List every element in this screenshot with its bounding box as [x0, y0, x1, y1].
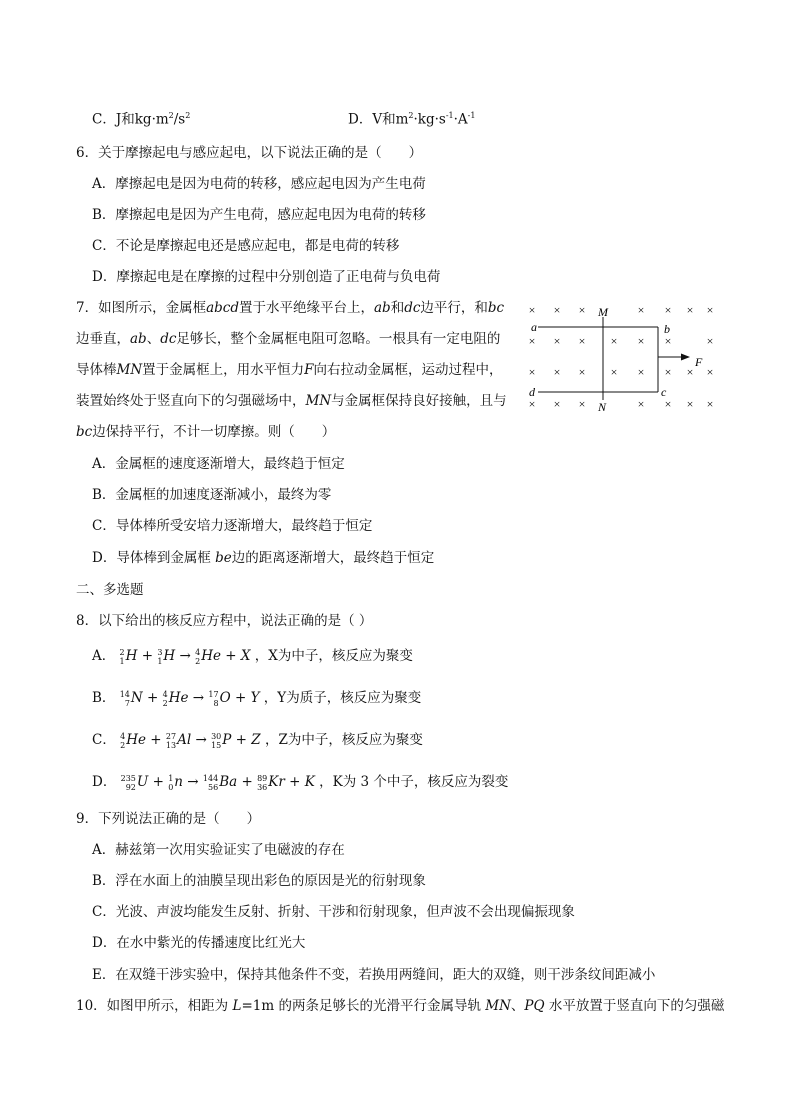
q9-option-d: D．在水中紫光的传播速度比红光大: [92, 935, 306, 951]
field-cross-mark: ×: [578, 397, 586, 411]
field-cross-mark: ×: [664, 303, 672, 317]
section-title-multiple-choice: 二、多选题: [76, 582, 144, 598]
label-b: b: [664, 322, 670, 336]
q6-stem: 6．关于摩擦起电与感应起电，以下说法正确的是（ ）: [76, 145, 423, 161]
label-d: d: [529, 385, 535, 399]
q5-option-c: C．J和$kg\cdot m^2/s^2$: [92, 111, 191, 128]
field-cross-mark: ×: [528, 397, 536, 411]
field-cross-mark: ×: [553, 397, 561, 411]
field-cross-mark: ×: [610, 365, 618, 379]
q8-option-a: A． 2 1 H + 3 1 H → 4 2 He + X ，X为中子，核反应为聚变: [92, 647, 413, 666]
label-F: F: [695, 355, 703, 369]
q7-option-a: A．金属框的速度逐渐增大，最终趋于恒定: [92, 456, 345, 472]
q10-stem: 10．如图甲所示，相距为 L=1m 的两条足够长的光滑平行金属导轨 MN、PQ 水平放置于竖直向下的匀强磁: [76, 998, 725, 1014]
q7-stem-line5: bc边保持平行，不计一切摩擦。则（ ）: [76, 424, 336, 440]
field-cross-mark: ×: [686, 303, 694, 317]
q7-option-d: D．导体棒到金属框 be边的距离逐渐增大，最终趋于恒定: [92, 550, 435, 566]
field-cross-mark: ×: [528, 365, 536, 379]
field-cross-mark: ×: [706, 365, 714, 379]
field-cross-mark: ×: [578, 303, 586, 317]
field-cross-mark: ×: [578, 334, 586, 348]
field-cross-mark: ×: [578, 365, 586, 379]
label-M: M: [598, 305, 608, 319]
q7-option-b: B．金属框的加速度逐渐减小，最终为零: [92, 487, 332, 503]
q6-option-a: A．摩擦起电是因为电荷的转移，感应起电因为产生电荷: [92, 176, 426, 192]
q7-option-c: C．导体棒所受安培力逐渐增大，最终趋于恒定: [92, 518, 373, 534]
q7-stem-line3: 导体棒MN置于金属框上，用水平恒力F向右拉动金属框，运动过程中，: [76, 362, 503, 378]
field-cross-mark: ×: [637, 303, 645, 317]
q5-option-d: D．V和$m^2\cdot kg\cdot s^{-1}\cdot A^{-1}$: [348, 111, 476, 128]
q6-option-c: C．不论是摩擦起电还是感应起电，都是电荷的转移: [92, 238, 400, 254]
field-cross-mark: ×: [706, 397, 714, 411]
field-cross-mark: ×: [610, 334, 618, 348]
field-cross-mark: ×: [637, 365, 645, 379]
field-cross-mark: ×: [664, 397, 672, 411]
field-cross-mark: ×: [637, 397, 645, 411]
field-cross-mark: ×: [528, 303, 536, 317]
field-cross-mark: ×: [686, 365, 694, 379]
q7-stem-line1: 7．如图所示，金属框abcd置于水平绝缘平台上，ab和dc边平行，和bc: [76, 300, 505, 316]
field-cross-mark: ×: [553, 334, 561, 348]
q9-stem: 9．下列说法正确的是（ ）: [76, 811, 261, 827]
q8-option-c: C． 4 2 He + 27 13 Al → 30 15 P + Z ，Z为中子，核反应为聚变: [92, 731, 423, 750]
q9-option-e: E．在双缝干涉实验中，保持其他条件不变，若换用两缝间，距大的双缝，则干涉条纹间距减小: [92, 967, 656, 983]
field-cross-mark: ×: [528, 334, 536, 348]
label-N: N: [598, 400, 607, 414]
q8-option-b: B． 14 7 N + 4 2 He → 17 8 O + Y ，Y为质子，核反应为聚变: [92, 689, 422, 708]
field-cross-mark: ×: [706, 303, 714, 317]
field-cross-mark: ×: [686, 397, 694, 411]
q9-option-b: B．浮在水面上的油膜呈现出彩色的原因是光的衍射现象: [92, 873, 426, 889]
force-arrow-head-icon: [681, 354, 690, 361]
field-cross-mark: ×: [706, 334, 714, 348]
field-cross-mark: ×: [553, 365, 561, 379]
q7-stem-line4: 装置始终处于竖直向下的匀强磁场中，MN与金属框保持良好接触，且与: [76, 393, 507, 409]
q9-option-a: A．赫兹第一次用实验证实了电磁波的存在: [92, 842, 345, 858]
field-cross-mark: ×: [664, 334, 672, 348]
q8-option-d: D． 235 92 U + 1 0 n → 144 56 Ba + 89 36 Kr + K ，K为 3 个中子，核反应为裂变: [92, 773, 509, 792]
label-c: c: [661, 385, 667, 399]
label-a: a: [531, 320, 537, 334]
q6-option-d: D．摩擦起电是在摩擦的过程中分别创造了正电荷与负电荷: [92, 269, 441, 285]
q6-option-b: B．摩擦起电是因为产生电荷，感应起电因为电荷的转移: [92, 207, 426, 223]
q9-option-c: C．光波、声波均能发生反射、折射、干涉和衍射现象，但声波不会出现偏振现象: [92, 904, 575, 920]
field-cross-mark: ×: [637, 334, 645, 348]
field-cross-mark: ×: [664, 365, 672, 379]
q7-stem-line2: 边垂直，ab、dc足够长，整个金属框电阻可忽略。一根具有一定电阻的: [76, 331, 501, 347]
q7-figure-magnetic-field: [518, 300, 718, 420]
q8-stem: 8．以下给出的核反应方程中，说法正确的是（ ）: [76, 613, 373, 629]
field-cross-mark: ×: [553, 303, 561, 317]
